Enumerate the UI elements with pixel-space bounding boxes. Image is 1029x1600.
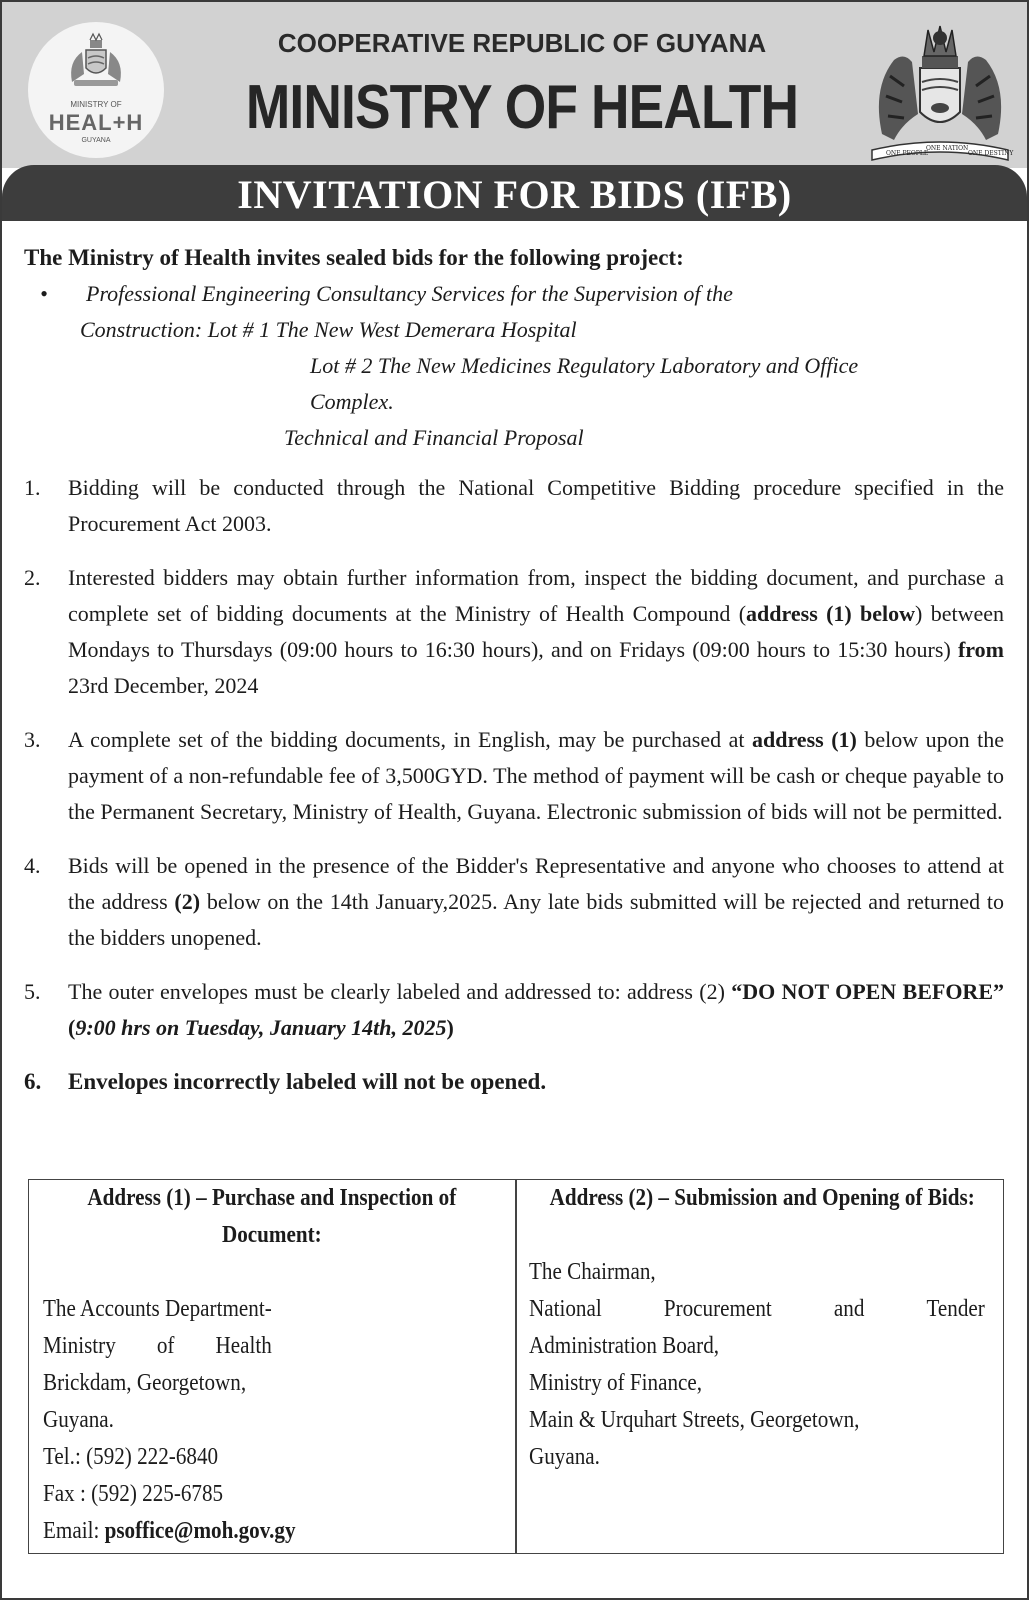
address-1-heading: Address (1) – Purchase and Inspection of Document:: [87, 1185, 457, 1248]
list-item-6: [24, 1064, 1004, 1100]
item-number: 1.: [24, 475, 41, 500]
list-item-5: [24, 974, 1004, 1046]
address-2-body: [529, 1254, 995, 1476]
address-line: Ministry of Finance,: [529, 1370, 703, 1396]
item-bold-italic-text: 9:00 hrs on Tuesday, January 14th, 2025: [75, 1015, 447, 1040]
crest-motto-1: ONE PEOPLE: [886, 150, 929, 157]
banner-title: INVITATION FOR BIDS (IFB): [237, 172, 792, 217]
item-text: Bidding will be conducted through the National Competitive Bidding procedure specified in the Procurement Act 2003.: [68, 475, 1004, 536]
project-line-5: Technical and Financial Proposal: [284, 425, 584, 450]
item-text: Bids will be opened in the presence of the Bidder's Representative and anyone who chooses to attend at the address: [68, 853, 1004, 914]
project-line-2: Construction: Lot # 1 The New West Demerara Hospital: [80, 317, 577, 342]
item-number: 4.: [24, 853, 41, 878]
address-2-column: [529, 1180, 995, 1476]
item-text: The outer envelopes must be clearly labeled and addressed to: address (2): [68, 979, 732, 1004]
country-title: COOPERATIVE REPUBLIC OF GUYANA: [277, 28, 767, 58]
item-text: 23rd December, 2024: [68, 673, 259, 698]
fax-line: Fax : (592) 225-6785: [43, 1481, 224, 1507]
item-number: 6.: [24, 1069, 42, 1094]
item-text: Envelopes incorrectly labeled will not be opened.: [68, 1069, 547, 1094]
item-bold-text: address (1): [751, 727, 857, 752]
table-divider: [515, 1180, 517, 1553]
address-line: Guyana.: [529, 1444, 600, 1470]
item-number: 5.: [24, 979, 41, 1004]
address-word: National: [529, 1296, 602, 1322]
address-2-heading: Address (2) – Submission and Opening of Bids:: [549, 1185, 975, 1211]
item-bold-text: from: [957, 637, 1004, 662]
crest-motto-3: ONE DESTINY: [968, 150, 1014, 157]
address-line: Guyana.: [43, 1407, 114, 1433]
address-word: Tender: [926, 1296, 985, 1322]
address-line: [43, 1328, 272, 1365]
item-text: Interested bidders may obtain further information from, inspect the bidding document, and purchase a complete set of bidding documents at the Ministry of Health Compound (: [68, 565, 1004, 626]
email-address: psoffice@moh.gov.gy: [104, 1518, 296, 1544]
coat-of-arms-icon: [864, 16, 1016, 162]
item-bold-text: “DO NOT OPEN BEFORE” (: [68, 979, 1004, 1040]
list-item-4: [24, 848, 1004, 956]
bullet-icon: •: [40, 281, 48, 306]
address-word: Ministry: [43, 1333, 116, 1359]
logo-text-main: HEAL+H: [48, 110, 144, 135]
email-line: [43, 1513, 501, 1550]
address-word: of: [156, 1333, 175, 1359]
address-word: and: [833, 1296, 865, 1322]
item-bold-text: (2): [174, 889, 201, 914]
title-banner: [2, 165, 1027, 221]
item-text: ) between Mondays to Thursdays (09:00 hours to 16:30 hours), and on Fridays (09:00 hours to 15:30 hours): [68, 601, 1004, 662]
address-line: Administration Board,: [529, 1333, 720, 1359]
address-line: Main & Urquhart Streets, Georgetown,: [529, 1407, 860, 1433]
address-line: The Chairman,: [529, 1259, 656, 1285]
ministry-logo: [28, 22, 164, 158]
address-1-column: [43, 1180, 501, 1550]
phone-line: Tel.: (592) 222-6840: [43, 1444, 219, 1470]
crest-icon: [64, 32, 128, 94]
project-line-1: Professional Engineering Consultancy Services for the Supervision of the: [86, 281, 733, 306]
list-item-1: [24, 470, 1004, 542]
address-word: Procurement: [663, 1296, 772, 1322]
item-text: below upon the payment of a non-refundable fee of 3,500GYD. The method of payment will be cash or cheque payable to the Permanent Secretary, Ministry of Health, Guyana. Electronic submission of bids will not be permitted.: [68, 727, 1004, 824]
item-text: below on the 14th January,2025. Any late bids submitted will be rejected and returned to the bidders unopened.: [68, 889, 1005, 950]
project-line-4: Complex.: [310, 389, 394, 414]
header: [2, 2, 1027, 168]
crest-motto-2: ONE NATION: [926, 145, 969, 152]
list-item-2: [24, 560, 1004, 704]
address-line: The Accounts Department-: [43, 1296, 272, 1322]
ifb-body: [24, 240, 1004, 1100]
intro-text: The Ministry of Health invites sealed bids for the following project:: [24, 245, 684, 270]
address-1-body: [43, 1291, 501, 1550]
item-number: 2.: [24, 565, 41, 590]
email-label: Email:: [43, 1518, 105, 1544]
ministry-title: MINISTRY OF HEALTH: [245, 73, 799, 142]
project-description: [24, 276, 1004, 456]
address-line: Brickdam, Georgetown,: [43, 1370, 247, 1396]
logo-text-bottom: GUYANA: [81, 137, 111, 144]
address-line: [529, 1291, 985, 1328]
logo-text-top: MINISTRY OF: [70, 100, 122, 109]
item-bold-text: address (1) below: [746, 601, 916, 626]
item-number: 3.: [24, 727, 41, 752]
address-table: [28, 1179, 1004, 1554]
project-line-3: Lot # 2 The New Medicines Regulatory Laboratory and Office: [310, 353, 859, 378]
address-word: Health: [215, 1333, 272, 1359]
item-text: A complete set of the bidding documents, in English, may be purchased at: [68, 727, 752, 752]
list-item-3: [24, 722, 1004, 830]
item-bold-text: ): [446, 1015, 454, 1040]
